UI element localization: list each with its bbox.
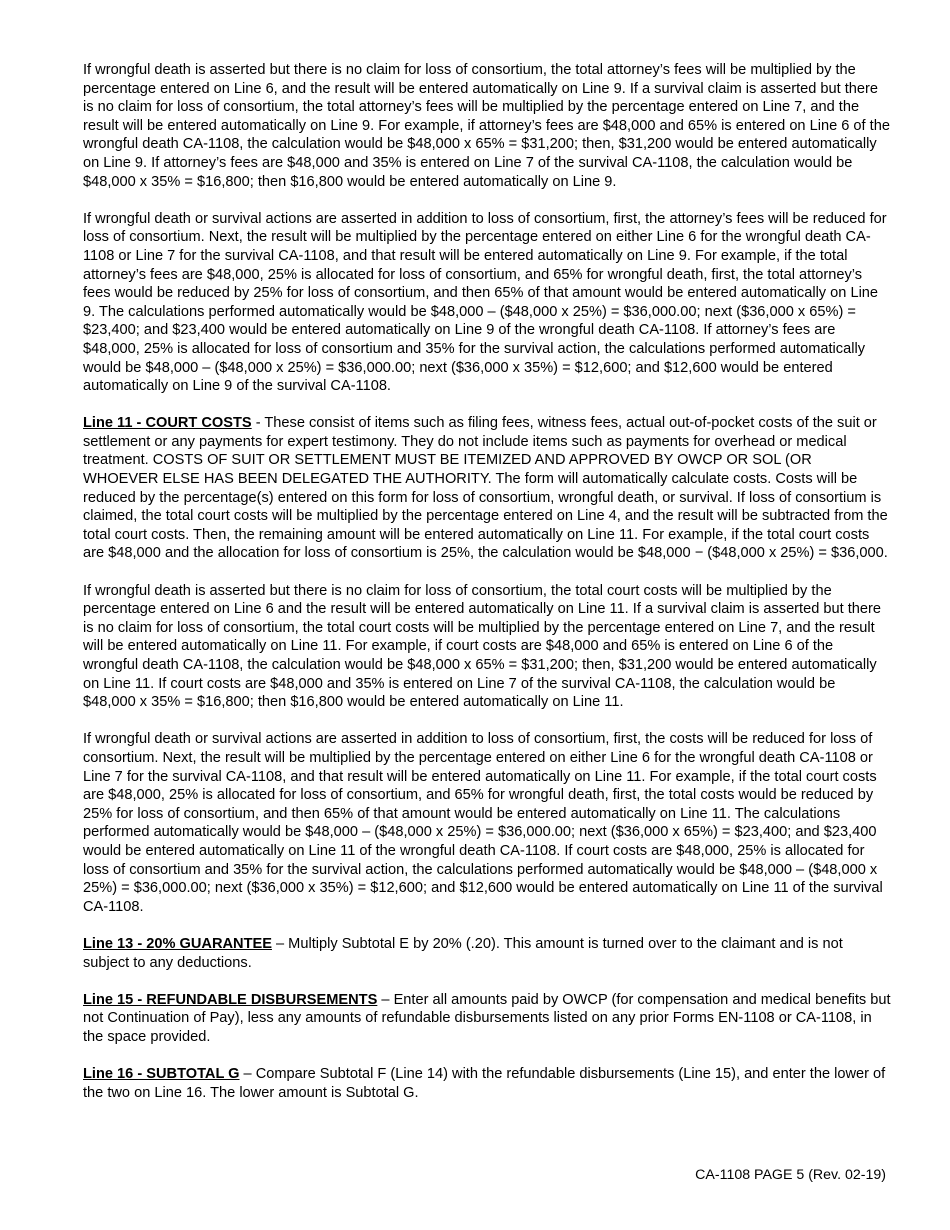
line-13-body: – Multiply Subtotal E by 20% (.20). This amount is turned over to the claimant and is not subject to any deductions. bbox=[83, 935, 843, 971]
paragraph-attorney-fees-wrongful-death: If wrongful death is asserted but there is no claim for loss of consortium, the total attorney’s fees will be multiplied by the percentage entered on Line 6, and the result will be entered automatically on Line 9. If a survival claim is asserted but there is no claim for loss of consortium, the total attorney’s fees will be multiplied by the percentage entered on Line 7, and the result will be entered automatically on Line 9. For example, if attorney’s fees are $48,000 and 65% is entered on Line 6 of the wrongful death CA-1108, the calculation would be $48,000 x 65% = $31,200; then, $31,200 would be entered automatically on Line 9. If attorney’s fees are $48,000 and 35% is entered on Line 7 of the survival CA-1108, the calculation would be $48,000 x 35% = $16,800; then $16,800 would be entered automatically on Line 9. bbox=[83, 62, 890, 190]
paragraph-line-15-refundable bbox=[83, 991, 891, 1047]
paragraph-court-costs-wrongful-death: If wrongful death is asserted but there is no claim for loss of consortium, the total court costs will be multiplied by the percentage entered on Line 6 and the result will be entered automatically on Line 11. If a survival claim is asserted but there is no claim for loss of consortium, the total court costs will be multiplied by the percentage entered on Line 7, and the result will be entered automatically on Line 11. For example, if court costs are $48,000 and 65% is entered on Line 6 of the wrongful death CA-1108, the calculation would be $48,000 x 65% = $31,200; then, $31,200 would be entered automatically on Line 11. If court costs are $48,000 and 35% is entered on Line 7 of the survival CA-1108, the calculation would be $48,000 x 35% = $16,800; then $16,800 would be entered automatically on Line 11. bbox=[83, 582, 881, 711]
line-11-body: - These consist of items such as filing fees, witness fees, actual out-of-pocket costs of the suit or settlement or any payments for expert testimony. They do not include items such as payments for overhead or medical treatment. COSTS OF SUIT OR SETTLEMENT MUST BE ITEMIZED AND APPROVED BY OWCP OR SOL (OR WHOEVER ELSE HAS BEEN DELEGATED THE AUTHORITY. The form will automatically calculate costs. Costs will be reduced by the percentage(s) entered on this form for loss of consortium, wrongful death, or survival. If loss of consortium is claimed, the total court costs will be multiplied by the percentage entered on Line 4, and the result will be subtracted from the total court costs. Then, the remaining amount will be entered automatically on Line 11. For example, if the total court costs are $48,000 and the allocation for loss of consortium is 25%, the calculation would be $48,000 − ($48,000 x 25%) = $36,000. bbox=[83, 415, 888, 562]
page-footer: CA-1108 PAGE 5 (Rev. 02-19) bbox=[695, 1167, 886, 1183]
line-16-body: – Compare Subtotal F (Line 14) with the refundable disbursements (Line 15), and enter the lower of the two on Line 16. The lower amount is Subtotal G. bbox=[83, 1066, 886, 1101]
line-11-heading: Line 11 - COURT COSTS bbox=[83, 415, 252, 432]
paragraph-court-costs-consortium: If wrongful death or survival actions are asserted in addition to loss of consortium, first, the costs will be reduced for loss of consortium. Next, the result will be multiplied by the percentage entered on either Line 6 for the wrongful death CA-1108 or Line 7 for the survival CA-1108, and that result will be entered automatically on Line 11. For example, if the total court costs are $48,000, 25% is allocated for loss of consortium, and 65% for wrongful death, first, the total costs would be reduced by 25% for loss of consortium, and then 65% of that amount would be entered automatically on Line 11. The calculations performed automatically would be $48,000 – ($48,000 x 25%) = $36,000.00; next ($36,000 x 65%) = $23,400; and $23,400 would be entered automatically on Line 11 of the wrongful death CA-1108. If court costs are $48,000, 25% is allocated for loss of consortium and 35% for the survival action, the calculations performed automatically would be $48,000 – ($48,000 x 25%) = $36,000.00; next ($36,000 x 35%) = $12,600; and $12,600 would be entered automatically on Line 11 of the survival CA-1108. bbox=[83, 731, 883, 915]
line-15-body: – Enter all amounts paid by OWCP (for compensation and medical benefits but not Continuation of Pay), less any amounts of refundable disbursements listed on any prior Forms EN-1108 or CA-1108, in the space provided. bbox=[83, 991, 891, 1045]
document-body bbox=[83, 61, 891, 1121]
line-13-heading: Line 13 - 20% GUARANTEE bbox=[83, 935, 272, 952]
paragraph-line-11-court-costs bbox=[83, 414, 891, 563]
line-16-heading: Line 16 - SUBTOTAL G bbox=[83, 1066, 240, 1083]
line-15-heading: Line 15 - REFUNDABLE DISBURSEMENTS bbox=[83, 991, 378, 1008]
paragraph-line-16-subtotal-g bbox=[83, 1065, 891, 1102]
paragraph-attorney-fees-consortium: If wrongful death or survival actions are asserted in addition to loss of consortium, first, the attorney’s fees will be reduced for loss of consortium. Next, the result will be multiplied by the percentage entered on either Line 6 for the wrongful death CA-1108 or Line 7 for the survival CA-1108, and that result will be entered automatically on Line 9. For example, if the total attorney’s fees are $48,000, 25% is allocated for loss of consortium, and 65% for wrongful death, first, the total attorney’s fees would be reduced by 25% for loss of consortium, and then 65% of that amount would be entered automatically on Line 9. The calculations performed automatically would be $48,000 – ($48,000 x 25%) = $36,000.00; next ($36,000 x 65%) = $23,400; and $23,400 would be entered automatically on Line 9 of the wrongful death CA-1108. If attorney’s fees are $48,000, 25% is allocated for loss of consortium and 35% for the survival action, the calculations performed automatically would be $48,000 – ($48,000 x 25%) = $36,000.00; next ($36,000 x 35%) = $12,600; and $12,600 would be entered automatically on Line 9 of the survival CA-1108. bbox=[83, 210, 887, 395]
paragraph-line-13-guarantee bbox=[83, 935, 891, 972]
